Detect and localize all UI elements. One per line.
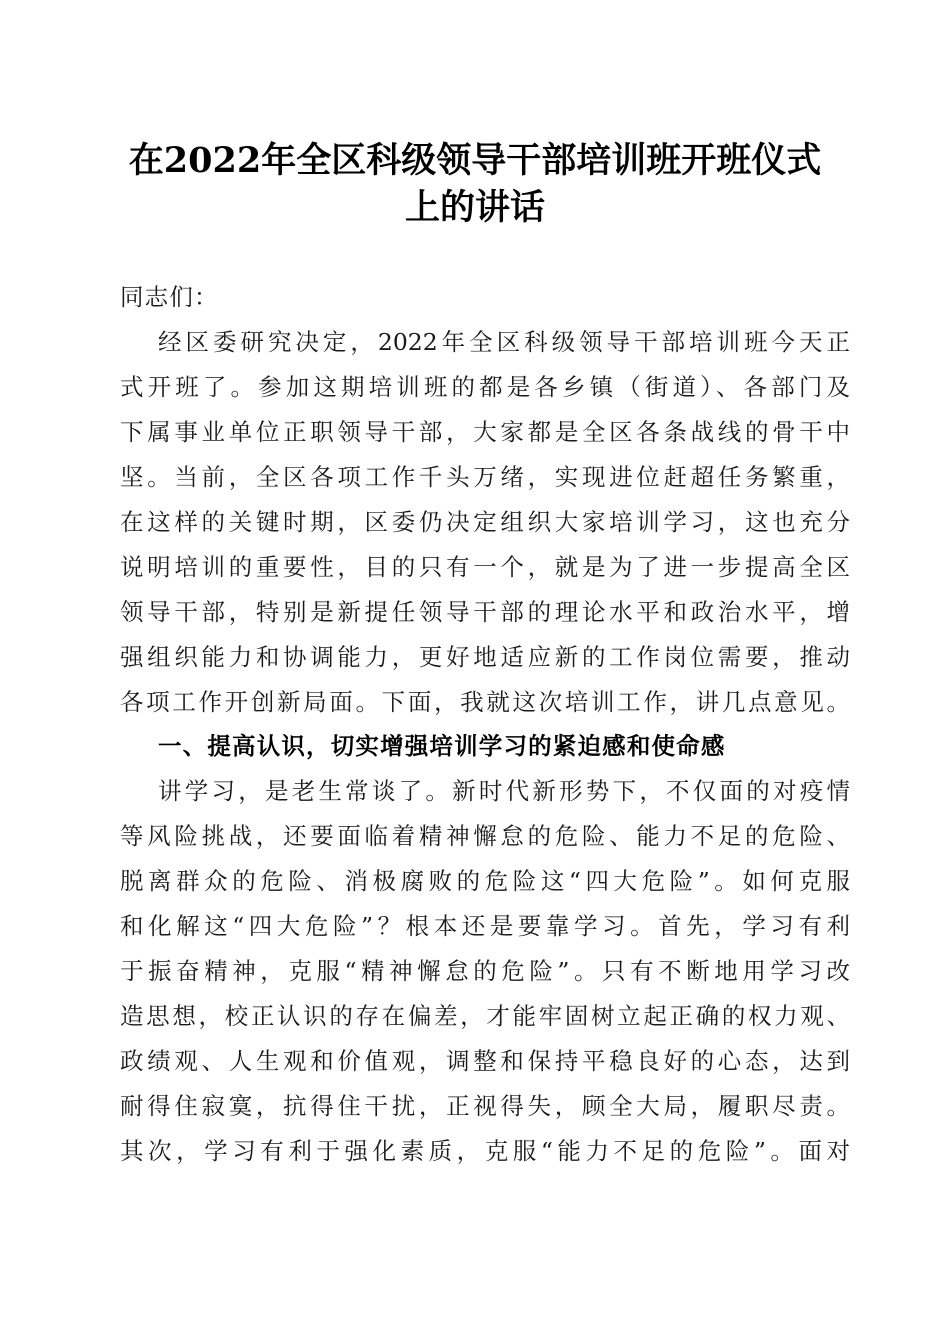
paragraph-1-line: 强组织能力和协调能力，更好地适应新的工作岗位需要，推动 [120, 643, 850, 671]
paragraph-2-line: 耐得住寂寞，抗得住干扰，正视得失，顾全大局，履职尽责。 [120, 1092, 850, 1120]
section-1-heading: 一、提高认识，切实增强培训学习的紧迫感和使命感 [158, 732, 726, 760]
paragraph-2-line: 脱离群众的危险、消极腐败的危险这“四大危险”。如何克服 [120, 867, 850, 895]
paragraph-1-line: 各项工作开创新局面。下面，我就这次培训工作，讲几点意见。 [120, 688, 850, 716]
paragraph-2-line: 政绩观、人生观和价值观，调整和保持平稳良好的心态，达到 [120, 1047, 850, 1075]
paragraph-1-line: 坚。当前，全区各项工作千头万绪，实现进位赶超任务繁重， [120, 463, 850, 491]
paragraph-2-line: 和化解这“四大危险”？根本还是要靠学习。首先，学习有利 [120, 912, 850, 940]
salutation: 同志们： [120, 283, 219, 311]
paragraph-1-line: 式开班了。参加这期培训班的都是各乡镇（街道）、各部门及 [120, 373, 850, 401]
paragraph-2-line: 于振奋精神，克服“精神懈怠的危险”。只有不断地用学习改 [120, 957, 850, 985]
paragraph-2-line: 等风险挑战，还要面临着精神懈怠的危险、能力不足的危险、 [120, 822, 850, 850]
paragraph-1-line: 下属事业单位正职领导干部，大家都是全区各条战线的骨干中 [120, 418, 850, 446]
paragraph-1-line: 经区委研究决定，2022年全区科级领导干部培训班今天正 [158, 328, 850, 356]
paragraph-2-line: 讲学习，是老生常谈了。新时代新形势下，不仅面的对疫情 [158, 777, 850, 805]
paragraph-1-line: 领导干部，特别是新提任领导干部的理论水平和政治水平，增 [120, 598, 850, 626]
paragraph-2-line: 造思想，校正认识的存在偏差，才能牢固树立起正确的权力观、 [120, 1002, 850, 1030]
paragraph-1-line: 在这样的关键时期，区委仍决定组织大家培训学习，这也充分 [120, 508, 850, 536]
document-title-line-2: 上的讲话 [404, 187, 545, 228]
paragraph-1-line: 说明培训的重要性，目的只有一个，就是为了进一步提高全区 [120, 553, 850, 581]
paragraph-2-line: 其次，学习有利于强化素质，克服“能力不足的危险”。面对 [120, 1137, 850, 1165]
document-title-line-1: 在2022年全区科级领导干部培训班开班仪式 [128, 140, 822, 181]
